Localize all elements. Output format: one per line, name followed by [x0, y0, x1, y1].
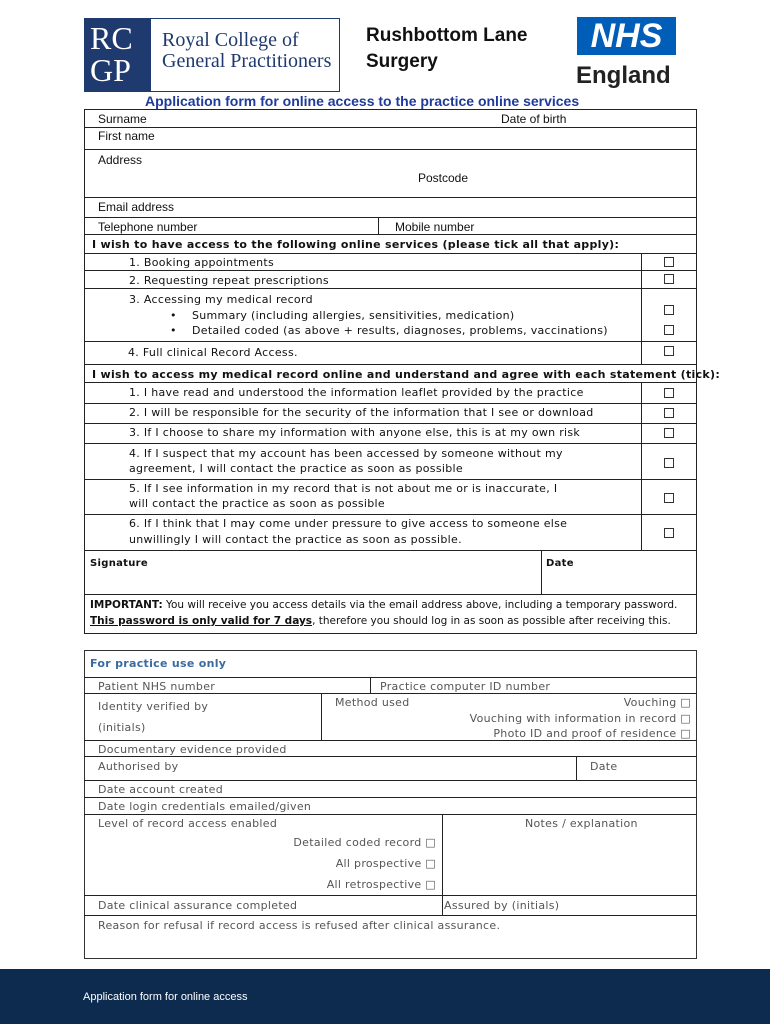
retrospective-option[interactable]: All retrospective □: [326, 878, 436, 891]
footer-bar: [0, 969, 770, 1024]
statement-item: 3. If I choose to share my information with anyone else, this is at my own risk: [129, 426, 581, 439]
access-level-label: Level of record access enabled: [98, 817, 278, 830]
nhs-logo: NHS: [577, 17, 676, 55]
vouching-option[interactable]: Vouching □: [623, 696, 691, 709]
service-item: 3. Accessing my medical record: [129, 293, 313, 306]
statement-checkbox[interactable]: [664, 458, 674, 468]
service-checkbox[interactable]: [664, 325, 674, 335]
services-heading: I wish to have access to the following online services (please tick all that apply):: [92, 238, 620, 251]
method-label: Method used: [335, 696, 410, 709]
email-label: Email address: [98, 200, 175, 214]
service-sub-item: • Summary (including allergies, sensitivities, medication): [170, 309, 515, 322]
detailed-coded-option[interactable]: Detailed coded record □: [293, 836, 436, 849]
postcode-label: Postcode: [418, 171, 469, 185]
statement-item: 1. I have read and understood the information leaflet provided by the practice: [129, 386, 584, 399]
statement-item-cont: will contact the practice as soon as possible: [129, 497, 385, 510]
rcgp-logo: [84, 18, 150, 92]
signature-label: Signature: [90, 558, 148, 569]
statement-item: 6. If I think that I may come under pressure to give access to someone else: [129, 517, 568, 530]
statement-item: 5. If I see information in my record that is not about me or is inaccurate, I: [129, 482, 558, 495]
statement-checkbox[interactable]: [664, 388, 674, 398]
dob-label: Date of birth: [501, 112, 567, 126]
mobile-label: Mobile number: [395, 220, 475, 234]
rcgp-logo-letters-bottom: GP: [90, 52, 131, 88]
signature-field[interactable]: [86, 574, 538, 592]
service-checkbox[interactable]: [664, 305, 674, 315]
address-label: Address: [98, 153, 143, 167]
rcgp-logo-letters-top: RC: [90, 20, 133, 56]
service-sub-item: • Detailed coded (as above + results, diagnoses, problems, vaccinations): [170, 324, 608, 337]
form-title: Application form for online access to the practice online services: [145, 93, 580, 109]
service-item: 2. Requesting repeat prescriptions: [129, 274, 329, 287]
statement-item-cont: unwillingly I will contact the practice as soon as possible.: [129, 533, 462, 546]
first-name-label: First name: [98, 129, 155, 143]
identity-label: Identity verified by: [98, 700, 209, 713]
assurance-date-label: Date clinical assurance completed: [98, 899, 298, 912]
refusal-label: Reason for refusal if record access is refused after clinical assurance.: [98, 919, 501, 932]
service-checkbox[interactable]: [664, 274, 674, 284]
service-checkbox[interactable]: [664, 257, 674, 267]
statement-checkbox[interactable]: [664, 493, 674, 503]
statement-item: 4. If I suspect that my account has been accessed by someone without my: [129, 447, 563, 460]
notes-label: Notes / explanation: [525, 817, 638, 830]
authorised-date-label: Date: [590, 760, 618, 773]
surname-label: Surname: [98, 112, 147, 126]
nhs-number-label: Patient NHS number: [98, 680, 216, 693]
assured-by-label: Assured by (initials): [444, 899, 560, 912]
signature-date-field[interactable]: [544, 574, 694, 592]
account-created-label: Date account created: [98, 783, 224, 796]
service-checkbox[interactable]: [664, 346, 674, 356]
statement-item: 2. I will be responsible for the security of the information that I see or download: [129, 406, 594, 419]
practice-heading: For practice use only: [90, 657, 227, 670]
footer-text: Application form for online access: [83, 991, 248, 1003]
statement-checkbox[interactable]: [664, 528, 674, 538]
rcgp-name-line2: General Practitioners: [162, 50, 332, 72]
surgery-name-line1: Rushbottom Lane: [366, 25, 528, 46]
nhs-region: England: [576, 62, 671, 89]
vouching-info-option[interactable]: Vouching with information in record □: [469, 712, 691, 725]
service-item: 1. Booking appointments: [129, 256, 275, 269]
telephone-label: Telephone number: [98, 220, 198, 234]
signature-date-label: Date: [546, 558, 574, 569]
documentary-label: Documentary evidence provided: [98, 743, 287, 756]
photo-id-option[interactable]: Photo ID and proof of residence □: [493, 727, 691, 740]
service-item-full-record: 4. Full clinical Record Access.: [128, 346, 298, 359]
prospective-option[interactable]: All prospective □: [335, 857, 436, 870]
credentials-label: Date login credentials emailed/given: [98, 800, 312, 813]
surgery-name-line2: Surgery: [366, 51, 438, 72]
statements-heading: I wish to access my medical record online and understand and agree with each statement (tick):: [92, 368, 721, 381]
statement-checkbox[interactable]: [664, 428, 674, 438]
authorised-label: Authorised by: [98, 760, 179, 773]
statement-checkbox[interactable]: [664, 408, 674, 418]
computer-id-label: Practice computer ID number: [380, 680, 551, 693]
important-note-line2: This password is only valid for 7 days, therefore you should log in as soon as possible after receiving this.: [90, 615, 671, 627]
important-note: IMPORTANT: You will receive you access details via the email address above, including a temporary password.: [90, 599, 678, 611]
statement-item-cont: agreement, I will contact the practice as soon as possible: [129, 462, 463, 475]
rcgp-name-line1: Royal College of: [162, 29, 299, 51]
initials-label: (initials): [98, 721, 146, 734]
